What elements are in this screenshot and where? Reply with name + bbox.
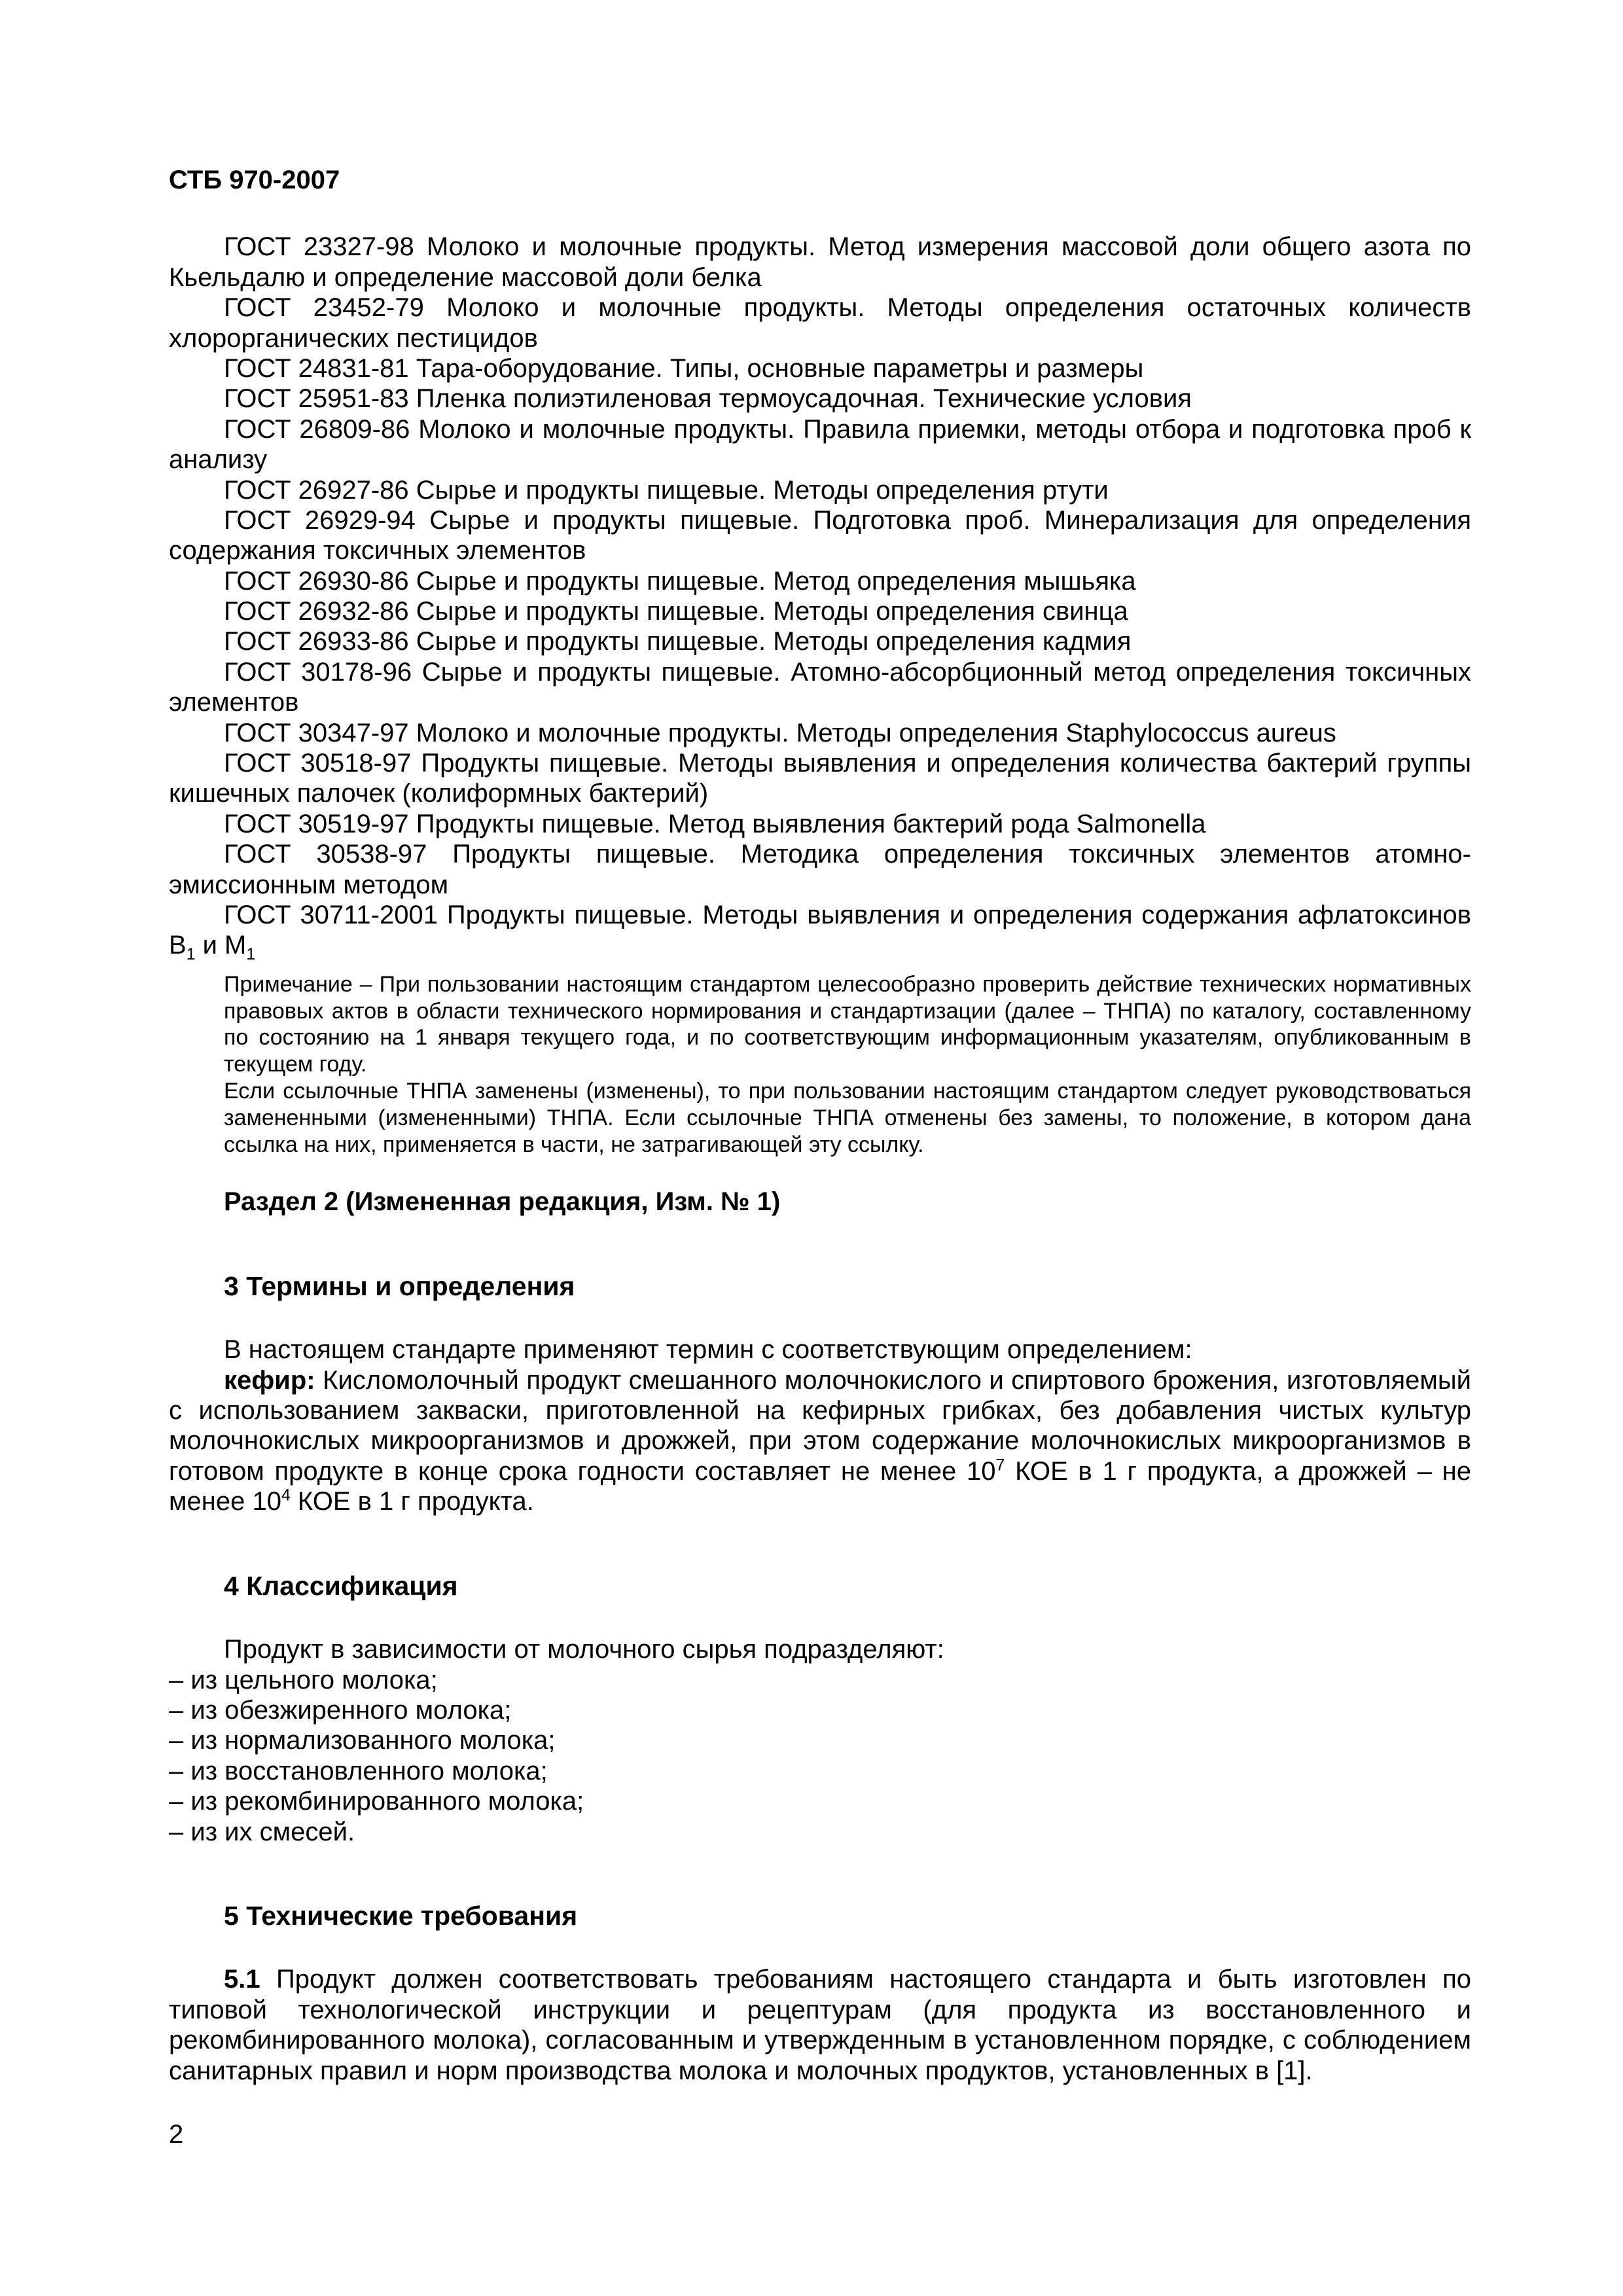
reference-item: ГОСТ 30347-97 Молоко и молочные продукты. Методы определения Staphylococcus aureus: [224, 718, 1336, 747]
reference-text: ГОСТ 30711-2001 Продукты пищевые. Методы выявления и определения содержания афлатоксинов В: [169, 900, 1471, 960]
superscript-7: 7: [995, 1456, 1005, 1475]
definition-text: Кисломолочный продукт смешанного молочнокислого и спиртового брожения, изготовляемый с использованием закваски, приготовленной на кефирных грибках, без добавления чистых культур молочнокислых микроорганизмов и дрожжей, при этом содержание молочнокислых микроорганизмов в готовом продукте в конце срока годности составляет не менее 10: [169, 1365, 1471, 1486]
classification-intro: Продукт в зависимости от молочного сырья подразделяют:: [224, 1635, 944, 1664]
kefir-definition: [169, 1365, 1471, 1517]
reference-item: ГОСТ 24831-81 Тара-оборудование. Типы, основные параметры и размеры: [224, 353, 1144, 383]
requirement-5-1: [169, 1964, 1471, 2086]
term-kefir: кефир:: [224, 1365, 315, 1395]
reference-item: ГОСТ 23327-98 Молоко и молочные продукты. Метод измерения массовой доли общего азота по Кьельдалю и определение массовой доли белка: [169, 232, 1471, 292]
reference-item: ГОСТ 23452-79 Молоко и молочные продукты. Методы определения остаточных количеств хлорорганических пестицидов: [169, 293, 1471, 353]
reference-item: ГОСТ 30519-97 Продукты пищевые. Метод выявления бактерий рода Salmonella: [224, 809, 1206, 838]
subscript-m1: 1: [246, 946, 256, 964]
definition-text: КОЕ в 1 г продукта, а дрожжей – не менее 10: [169, 1456, 1471, 1516]
classification-list-item: – из обезжиренного молока;: [169, 1695, 512, 1725]
reference-item: ГОСТ 26927-86 Сырье и продукты пищевые. Методы определения ртути: [224, 475, 1109, 505]
terms-intro: В настоящем стандарте применяют термин с соответствующим определением:: [224, 1335, 1192, 1365]
superscript-4: 4: [281, 1486, 291, 1505]
subscript-b1: 1: [186, 946, 196, 964]
note-paragraph: Примечание – При пользовании настоящим стандартом целесообразно проверить действие технических нормативных правовых актов в области технического нормирования и стандартизации (далее – ТНПА) по каталогу, составленному по состоянию на 1 января текущего года, и по соответствующим информационным указателям, опубликованным в текущем году.: [224, 971, 1471, 1077]
note-block: [224, 971, 1471, 1158]
reference-item: ГОСТ 26932-86 Сырье и продукты пищевые. Методы определения свинца: [224, 597, 1128, 626]
page-number: 2: [169, 2120, 184, 2149]
reference-item: ГОСТ 30538-97 Продукты пищевые. Методика определения токсичных элементов атомно-эмиссионным методом: [169, 840, 1471, 899]
reference-item: ГОСТ 26809-86 Молоко и молочные продукты. Правила приемки, методы отбора и подготовка проб к анализу: [169, 414, 1471, 475]
heading-classification: 4 Классификация: [224, 1570, 458, 1601]
reference-text: и М: [195, 931, 247, 960]
doc-code-header: СТБ 970-2007: [169, 166, 340, 194]
classification-list-item: – из восстановленного молока;: [169, 1756, 548, 1785]
reference-item: ГОСТ 30518-97 Продукты пищевые. Методы выявления и определения количества бактерий группы кишечных палочек (колиформных бактерий): [169, 749, 1471, 808]
classification-list-item: – из цельного молока;: [169, 1665, 438, 1695]
classification-list-item: – из нормализованного молока;: [169, 1726, 556, 1755]
definition-text: КОЕ в 1 г продукта.: [290, 1487, 534, 1516]
classification-list-item: – из их смесей.: [169, 1817, 355, 1846]
note-paragraph: Если ссылочные ТНПА заменены (изменены), то при пользовании настоящим стандартом следует руководствоваться замененными (измененными) ТНПА. Если ссылочные ТНПА отменены без замены, то положение, в котором дана ссылка на них, применяется в части, не затрагивающей эту ссылку.: [224, 1078, 1471, 1157]
clause-text: Продукт должен соответствовать требованиям настоящего стандарта и быть изготовлен по типовой технологической инструкции и рецептурам (для продукта из восстановленного и рекомбинированного молока), согласованным и утвержденным в установленном порядке, с соблюдением санитарных правил и норм производства молока и молочных продуктов, установленных в [1].: [169, 1965, 1471, 2085]
clause-number: 5.1: [224, 1965, 260, 1994]
heading-technical-requirements: 5 Технические требования: [224, 1900, 578, 1931]
reference-item: ГОСТ 25951-83 Пленка полиэтиленовая термоусадочная. Технические условия: [224, 384, 1192, 414]
references-section: [169, 232, 1471, 964]
reference-item-aflatoxins: [169, 900, 1471, 964]
reference-item: ГОСТ 26933-86 Сырье и продукты пищевые. Методы определения кадмия: [224, 627, 1132, 656]
section2-amendment-line: Раздел 2 (Измененная редакция, Изм. № 1): [224, 1187, 781, 1217]
reference-item: ГОСТ 26929-94 Сырье и продукты пищевые. Подготовка проб. Минерализация для определения содержания токсичных элементов: [169, 505, 1471, 565]
classification-list-item: – из рекомбинированного молока;: [169, 1787, 584, 1816]
reference-item: ГОСТ 26930-86 Сырье и продукты пищевые. Метод определения мышьяка: [224, 566, 1136, 596]
reference-item: ГОСТ 30178-96 Сырье и продукты пищевые. Атомно-абсорбционный метод определения токсичных элементов: [169, 657, 1471, 717]
heading-terms-definitions: 3 Термины и определения: [224, 1270, 575, 1301]
